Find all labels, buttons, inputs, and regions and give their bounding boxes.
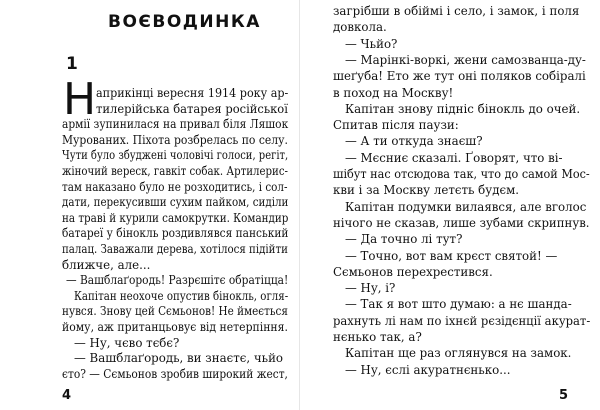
text-line: кви і за Москву летєть будєм.: [333, 183, 520, 198]
text-line: Мурованих. Піхота розбрелась по селу.: [62, 132, 288, 147]
story-title: ВОЄВОДИНКА: [108, 12, 261, 32]
text-line: батареї у бінокль роздивлявся панський: [62, 226, 289, 241]
text-line: нувся. Знову цей Сємьонов! Не ймеється: [62, 304, 288, 319]
text-line: довкола.: [333, 20, 387, 35]
text-line: палац. Заважали дерева, хотілося підійти: [62, 242, 288, 256]
text-line: Спитав після паузи:: [333, 118, 459, 133]
chapter-number: 1: [66, 54, 78, 74]
text-line: — Ну, єслі акуратнєнько...: [345, 362, 511, 377]
text-line: — Ну, чєво тєбє?: [74, 335, 180, 350]
text-line: априкінці вересня 1914 року ар-: [96, 86, 289, 100]
text-line: — Ну, і?: [345, 281, 396, 296]
page-number: 5: [559, 388, 569, 403]
text-line: — Чьйо?: [345, 36, 398, 51]
text-line: єто? — Сємьонов зробив широкий жест,: [62, 366, 288, 381]
drop-cap: Н: [63, 74, 97, 125]
text-line: Капітан ще раз оглянувся на замок.: [345, 346, 572, 361]
text-line: Капітан знову підніс бінокль до очей.: [345, 101, 581, 116]
right-page: [300, 0, 600, 410]
text-line: Капітан подумки вилаявся, але вголос: [345, 199, 587, 214]
text-line: загрібши в обіймі і село, і замок, і поля: [333, 4, 580, 18]
text-line: на траві й курили самокрутки. Командир: [62, 210, 289, 225]
text-line: нічого не сказав, лише зубами скрипнув.: [333, 215, 590, 230]
text-line: тилерійська батарея російської: [96, 101, 288, 116]
text-line: шеґуба! Ето же тут оні поляков собіралі: [333, 69, 586, 84]
text-line: — А ти откуда знаєш?: [345, 134, 483, 149]
text-line: — Так я вот што думаю: а нє шанда-: [345, 297, 572, 312]
text-line: — Да точно лі тут?: [345, 232, 463, 247]
text-line: шібут нас отсюдова так, что до самой Мос-: [333, 167, 590, 181]
text-line: нєнько так, а?: [333, 330, 422, 344]
text-line: Сємьонов перехрестився.: [333, 264, 493, 279]
text-line: — Мєсниє сказалі. Ґоворят, что ві-: [345, 150, 563, 165]
text-line: в поход на Москву!: [333, 85, 454, 100]
text-line: там наказано було не розходитись, і сол-: [62, 179, 288, 194]
text-line: рахнуть лі нам по іхнєй рєзідєнції акурат-: [333, 313, 591, 328]
text-line: — Вашблаґородь! Разрєшітє обратіцца!: [66, 273, 289, 288]
text-line: жіночий вереск, гавкіт собак. Артилерис-: [62, 164, 288, 178]
text-line: — Точно, вот вам крєст святой! —: [345, 248, 558, 263]
text-line: йому, аж пританцьовує від нетерпіння.: [62, 320, 288, 334]
text-line: Чути було збуджені чоловічі голоси, регіт,: [62, 148, 289, 163]
text-line: — Марінкі-воркі, жени самозванца-ду-: [345, 52, 586, 67]
text-line: армії зупинилася на привал біля Ляшок: [62, 117, 289, 132]
text-line: Капітан неохоче опустив бінокль, огля-: [74, 288, 289, 303]
text-line: дати, перекусивши сухим пайком, сиділи: [62, 195, 289, 210]
page-number: 4: [62, 388, 72, 403]
text-line: — Вашблаґородь, ви знаєтє, чьйо: [74, 351, 284, 366]
text-line: ближче, але...: [62, 257, 151, 272]
